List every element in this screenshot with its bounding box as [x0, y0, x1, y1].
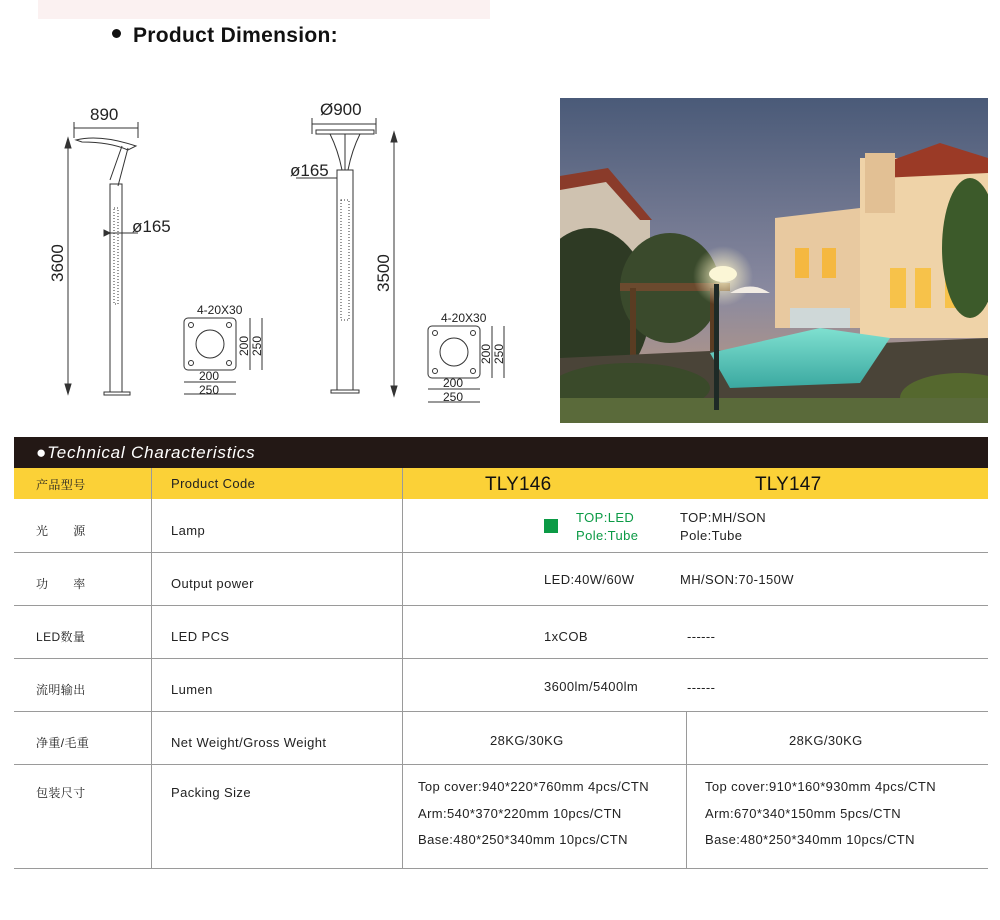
base-right-250v: 250: [492, 343, 506, 364]
base-left-200h: 200: [199, 369, 220, 383]
base-left-250v: 250: [250, 335, 264, 356]
technical-characteristics-title: ●Technical Characteristics: [36, 443, 256, 462]
pcs-cn: LED数量: [36, 630, 86, 644]
garden-scene-photo: [560, 98, 988, 423]
column-divider: [686, 711, 687, 868]
header-cn: 产品型号: [36, 478, 86, 492]
base-left-200v: 200: [237, 335, 251, 356]
dim-3600: 3600: [48, 244, 67, 282]
lamp-b-line2: Pole:Tube: [680, 528, 743, 543]
table-row: [14, 605, 988, 659]
bullet-icon: [112, 29, 121, 38]
power-b: MH/SON:70-150W: [680, 572, 794, 587]
lumen-a: 3600lm/5400lm: [544, 679, 639, 694]
weight-a: 28KG/30KG: [490, 733, 564, 748]
weight-en: Net Weight/Gross Weight: [171, 735, 327, 750]
dim-890: 890: [90, 105, 119, 124]
base-left-250h: 250: [199, 383, 220, 397]
lamp-en: Lamp: [171, 523, 206, 538]
power-en: Output power: [171, 576, 254, 591]
dimension-drawings: [0, 90, 560, 420]
drawing-tly146: [65, 122, 138, 395]
base-right-250h: 250: [443, 390, 464, 404]
dim-165-right: ø165: [290, 161, 329, 180]
header-en: Product Code: [171, 476, 256, 491]
header-model-b: TLY147: [755, 474, 822, 495]
packing-a-0: Top cover:940*220*760mm 4pcs/CTN: [418, 779, 650, 794]
base-right-200v: 200: [479, 343, 493, 364]
pcs-b: ------: [687, 629, 716, 644]
table-row: [14, 764, 988, 869]
dim-3500: 3500: [374, 254, 393, 292]
packing-b-2: Base:480*250*340mm 10pcs/CTN: [705, 832, 915, 847]
lamp-b-line1: TOP:MH/SON: [680, 510, 767, 525]
pcs-en: LED PCS: [171, 629, 230, 644]
power-a: LED:40W/60W: [544, 572, 635, 587]
weight-b: 28KG/30KG: [789, 733, 863, 748]
top-strip: [38, 0, 490, 19]
table-row: [14, 499, 988, 553]
power-cn: 功 率: [36, 577, 86, 591]
base-right-200h: 200: [443, 376, 464, 390]
pcs-a: 1xCOB: [544, 629, 588, 644]
holes-right: 4-20X30: [441, 311, 487, 325]
column-divider: [402, 468, 403, 868]
packing-cn: 包装尺寸: [36, 786, 86, 800]
technical-characteristics-bar: [14, 437, 988, 468]
packing-b-1: Arm:670*340*150mm 5pcs/CTN: [705, 806, 902, 821]
table-row: [14, 552, 988, 606]
packing-en: Packing Size: [171, 785, 251, 800]
table-header-row: [14, 468, 988, 499]
packing-a-2: Base:480*250*340mm 10pcs/CTN: [418, 832, 628, 847]
header-model-a: TLY146: [485, 474, 552, 495]
lumen-cn: 流明输出: [36, 683, 86, 697]
lamp-a-line2: Pole:Tube: [576, 528, 639, 543]
green-square-icon: [544, 519, 558, 533]
holes-left: 4-20X30: [197, 303, 243, 317]
lamp-a-line1: TOP:LED: [576, 510, 635, 525]
packing-a-1: Arm:540*370*220mm 10pcs/CTN: [418, 806, 622, 821]
section-heading: Product Dimension:: [112, 24, 338, 48]
lumen-b: ------: [687, 680, 716, 695]
dim-900: Ø900: [320, 100, 362, 119]
lumen-en: Lumen: [171, 682, 213, 697]
table-row: [14, 711, 988, 765]
table-row: [14, 658, 988, 712]
dim-165-left: ø165: [132, 217, 171, 236]
lamp-cn: 光 源: [36, 524, 86, 538]
packing-b-0: Top cover:910*160*930mm 4pcs/CTN: [705, 779, 937, 794]
column-divider: [151, 468, 152, 868]
weight-cn: 净重/毛重: [36, 736, 90, 750]
